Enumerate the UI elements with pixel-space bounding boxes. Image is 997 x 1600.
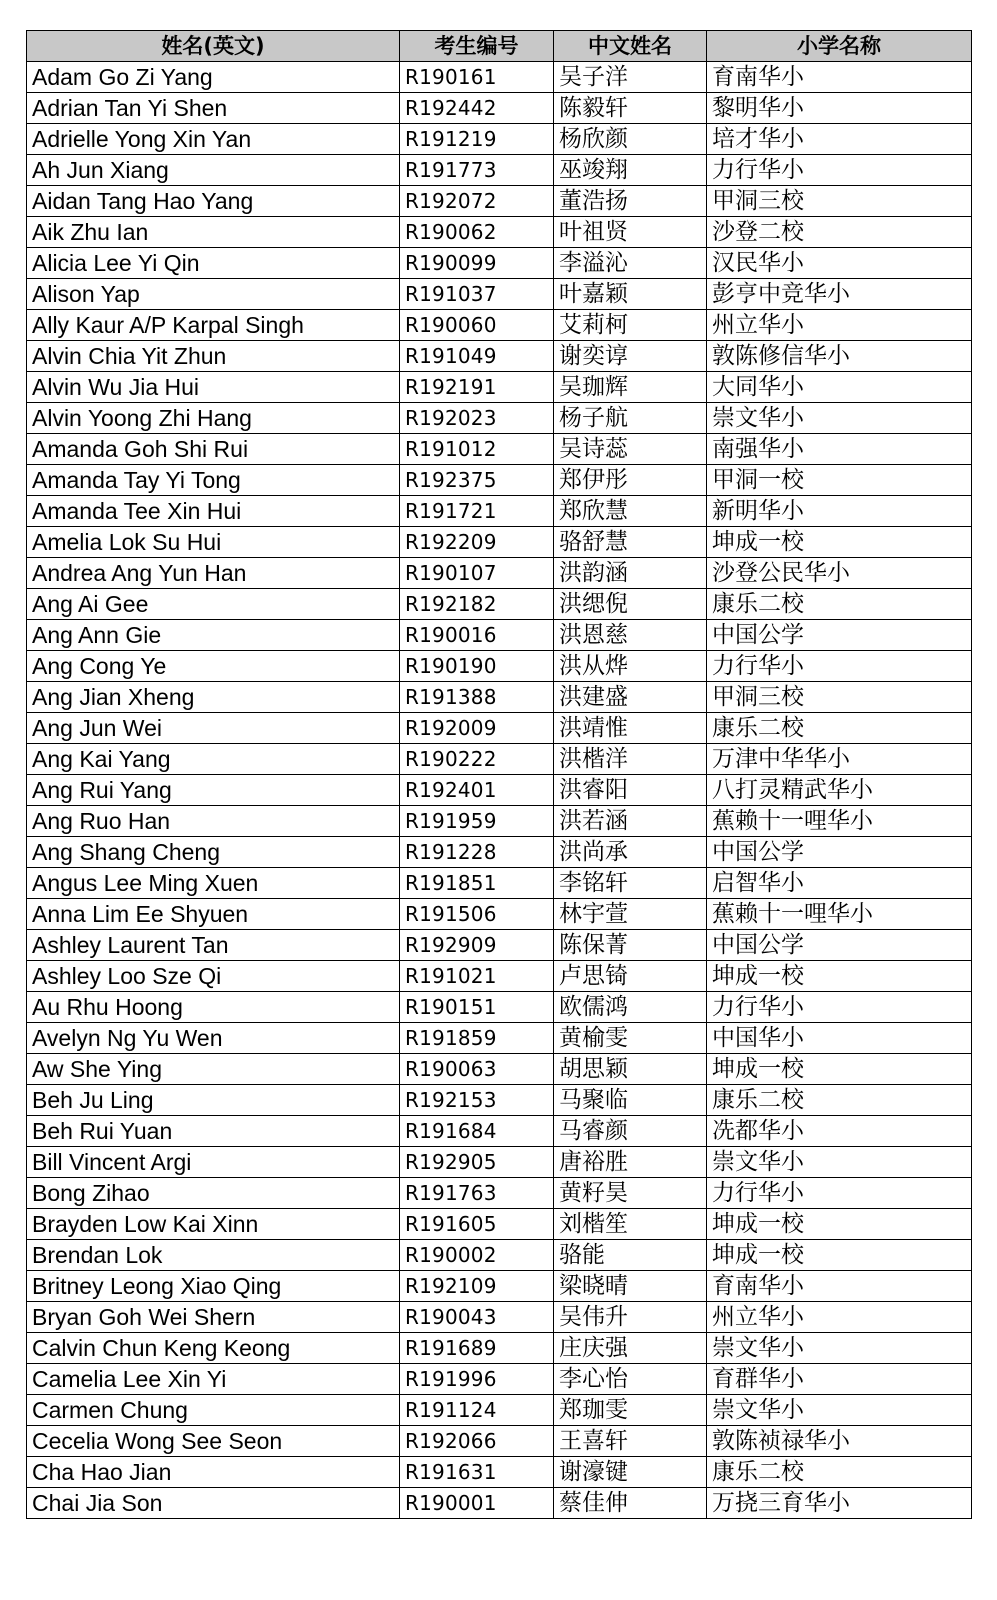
cell-english-name: Ang Shang Cheng (27, 837, 400, 868)
cell-chinese-name: 郑伊彤 (554, 465, 707, 496)
table-row (27, 1178, 972, 1209)
table-row (27, 744, 972, 775)
cell-chinese-name: 艾莉柯 (554, 310, 707, 341)
table-row (27, 155, 972, 186)
cell-primary-school: 坤成一校 (707, 961, 972, 992)
cell-primary-school: 甲洞三校 (707, 186, 972, 217)
cell-english-name: Ang Jun Wei (27, 713, 400, 744)
cell-candidate-number: R190161 (400, 62, 554, 93)
table-row (27, 1395, 972, 1426)
cell-candidate-number: R192066 (400, 1426, 554, 1457)
table-row (27, 837, 972, 868)
cell-candidate-number: R191689 (400, 1333, 554, 1364)
table-row (27, 1457, 972, 1488)
cell-english-name: Alison Yap (27, 279, 400, 310)
cell-chinese-name: 郑欣慧 (554, 496, 707, 527)
cell-chinese-name: 吴诗蕊 (554, 434, 707, 465)
table-row (27, 248, 972, 279)
cell-primary-school: 州立华小 (707, 310, 972, 341)
cell-chinese-name: 吴伟升 (554, 1302, 707, 1333)
cell-chinese-name: 王喜轩 (554, 1426, 707, 1457)
cell-english-name: Amanda Tee Xin Hui (27, 496, 400, 527)
cell-primary-school: 蕉赖十一哩华小 (707, 806, 972, 837)
cell-chinese-name: 洪楷洋 (554, 744, 707, 775)
cell-candidate-number: R191721 (400, 496, 554, 527)
cell-primary-school: 甲洞一校 (707, 465, 972, 496)
cell-english-name: Andrea Ang Yun Han (27, 558, 400, 589)
cell-english-name: Ang Jian Xheng (27, 682, 400, 713)
table-row (27, 372, 972, 403)
cell-candidate-number: R191049 (400, 341, 554, 372)
cell-english-name: Ang Cong Ye (27, 651, 400, 682)
header-chinese-name: 中文姓名 (554, 31, 707, 62)
cell-chinese-name: 杨欣颜 (554, 124, 707, 155)
cell-english-name: Camelia Lee Xin Yi (27, 1364, 400, 1395)
table-row (27, 961, 972, 992)
table-row (27, 465, 972, 496)
table-row (27, 496, 972, 527)
cell-chinese-name: 洪靖惟 (554, 713, 707, 744)
cell-english-name: Alvin Chia Yit Zhun (27, 341, 400, 372)
header-english-name: 姓名(英文) (27, 31, 400, 62)
cell-english-name: Brendan Lok (27, 1240, 400, 1271)
cell-primary-school: 康乐二校 (707, 1085, 972, 1116)
table-row (27, 868, 972, 899)
cell-primary-school: 州立华小 (707, 1302, 972, 1333)
cell-chinese-name: 李心怡 (554, 1364, 707, 1395)
cell-primary-school: 康乐二校 (707, 1457, 972, 1488)
cell-candidate-number: R191124 (400, 1395, 554, 1426)
cell-english-name: Bryan Goh Wei Shern (27, 1302, 400, 1333)
cell-candidate-number: R191851 (400, 868, 554, 899)
cell-candidate-number: R190222 (400, 744, 554, 775)
cell-english-name: Beh Rui Yuan (27, 1116, 400, 1147)
cell-primary-school: 冼都华小 (707, 1116, 972, 1147)
table-row (27, 1147, 972, 1178)
cell-english-name: Ashley Laurent Tan (27, 930, 400, 961)
cell-chinese-name: 黄榆雯 (554, 1023, 707, 1054)
cell-candidate-number: R191631 (400, 1457, 554, 1488)
cell-candidate-number: R190016 (400, 620, 554, 651)
cell-candidate-number: R191012 (400, 434, 554, 465)
cell-english-name: Adrielle Yong Xin Yan (27, 124, 400, 155)
cell-english-name: Aw She Ying (27, 1054, 400, 1085)
cell-english-name: Aik Zhu Ian (27, 217, 400, 248)
table-row (27, 589, 972, 620)
cell-english-name: Avelyn Ng Yu Wen (27, 1023, 400, 1054)
cell-chinese-name: 李溢沁 (554, 248, 707, 279)
cell-candidate-number: R191388 (400, 682, 554, 713)
table-row (27, 217, 972, 248)
cell-english-name: Adam Go Zi Yang (27, 62, 400, 93)
cell-primary-school: 育群华小 (707, 1364, 972, 1395)
cell-english-name: Chai Jia Son (27, 1488, 400, 1519)
cell-candidate-number: R191506 (400, 899, 554, 930)
cell-chinese-name: 董浩扬 (554, 186, 707, 217)
cell-primary-school: 南强华小 (707, 434, 972, 465)
table-row (27, 899, 972, 930)
cell-primary-school: 中国公学 (707, 620, 972, 651)
cell-english-name: Calvin Chun Keng Keong (27, 1333, 400, 1364)
cell-candidate-number: R191684 (400, 1116, 554, 1147)
table-row (27, 682, 972, 713)
cell-chinese-name: 马睿颜 (554, 1116, 707, 1147)
cell-english-name: Ah Jun Xiang (27, 155, 400, 186)
cell-primary-school: 崇文华小 (707, 1395, 972, 1426)
cell-candidate-number: R192209 (400, 527, 554, 558)
cell-candidate-number: R190060 (400, 310, 554, 341)
cell-primary-school: 八打灵精武华小 (707, 775, 972, 806)
cell-candidate-number: R192191 (400, 372, 554, 403)
table-header-row (27, 31, 972, 62)
cell-candidate-number: R191959 (400, 806, 554, 837)
cell-candidate-number: R192905 (400, 1147, 554, 1178)
cell-candidate-number: R192009 (400, 713, 554, 744)
cell-candidate-number: R192072 (400, 186, 554, 217)
table-row (27, 651, 972, 682)
cell-english-name: Au Rhu Hoong (27, 992, 400, 1023)
table-row (27, 620, 972, 651)
cell-chinese-name: 洪从烨 (554, 651, 707, 682)
cell-primary-school: 敦陈修信华小 (707, 341, 972, 372)
cell-chinese-name: 陈保菁 (554, 930, 707, 961)
student-table (26, 30, 972, 1519)
cell-english-name: Cecelia Wong See Seon (27, 1426, 400, 1457)
cell-primary-school: 崇文华小 (707, 1147, 972, 1178)
cell-candidate-number: R192375 (400, 465, 554, 496)
cell-chinese-name: 谢奕谆 (554, 341, 707, 372)
table-row (27, 527, 972, 558)
cell-primary-school: 蕉赖十一哩华小 (707, 899, 972, 930)
table-row (27, 1209, 972, 1240)
cell-primary-school: 沙登二校 (707, 217, 972, 248)
cell-chinese-name: 胡思颖 (554, 1054, 707, 1085)
cell-chinese-name: 李铭轩 (554, 868, 707, 899)
cell-candidate-number: R190107 (400, 558, 554, 589)
cell-primary-school: 力行华小 (707, 992, 972, 1023)
cell-chinese-name: 谢濠键 (554, 1457, 707, 1488)
cell-candidate-number: R191605 (400, 1209, 554, 1240)
cell-candidate-number: R190002 (400, 1240, 554, 1271)
cell-candidate-number: R192153 (400, 1085, 554, 1116)
cell-primary-school: 中国公学 (707, 930, 972, 961)
cell-primary-school: 黎明华小 (707, 93, 972, 124)
cell-primary-school: 力行华小 (707, 651, 972, 682)
table-row (27, 1333, 972, 1364)
cell-candidate-number: R190043 (400, 1302, 554, 1333)
table-row (27, 558, 972, 589)
table-row (27, 341, 972, 372)
cell-english-name: Brayden Low Kai Xinn (27, 1209, 400, 1240)
cell-primary-school: 万挠三育华小 (707, 1488, 972, 1519)
table-row (27, 713, 972, 744)
cell-chinese-name: 郑珈雯 (554, 1395, 707, 1426)
cell-chinese-name: 庄庆强 (554, 1333, 707, 1364)
cell-primary-school: 中国公学 (707, 837, 972, 868)
cell-chinese-name: 洪睿阳 (554, 775, 707, 806)
cell-primary-school: 育南华小 (707, 62, 972, 93)
table-row (27, 1054, 972, 1085)
cell-chinese-name: 唐裕胜 (554, 1147, 707, 1178)
cell-english-name: Anna Lim Ee Shyuen (27, 899, 400, 930)
cell-chinese-name: 洪缌倪 (554, 589, 707, 620)
table-row (27, 1488, 972, 1519)
table-row (27, 1240, 972, 1271)
table-row (27, 930, 972, 961)
cell-english-name: Beh Ju Ling (27, 1085, 400, 1116)
cell-candidate-number: R190151 (400, 992, 554, 1023)
cell-candidate-number: R190063 (400, 1054, 554, 1085)
cell-primary-school: 力行华小 (707, 155, 972, 186)
table-row (27, 1116, 972, 1147)
cell-candidate-number: R190099 (400, 248, 554, 279)
cell-primary-school: 万津中华华小 (707, 744, 972, 775)
cell-english-name: Angus Lee Ming Xuen (27, 868, 400, 899)
cell-primary-school: 坤成一校 (707, 1209, 972, 1240)
cell-english-name: Adrian Tan Yi Shen (27, 93, 400, 124)
cell-chinese-name: 吴子洋 (554, 62, 707, 93)
cell-chinese-name: 叶嘉颖 (554, 279, 707, 310)
table-row (27, 1085, 972, 1116)
cell-primary-school: 甲洞三校 (707, 682, 972, 713)
cell-english-name: Amelia Lok Su Hui (27, 527, 400, 558)
header-primary-school: 小学名称 (707, 31, 972, 62)
cell-candidate-number: R192442 (400, 93, 554, 124)
cell-candidate-number: R192109 (400, 1271, 554, 1302)
cell-primary-school: 启智华小 (707, 868, 972, 899)
cell-chinese-name: 蔡佳伸 (554, 1488, 707, 1519)
cell-primary-school: 力行华小 (707, 1178, 972, 1209)
cell-english-name: Alicia Lee Yi Qin (27, 248, 400, 279)
cell-english-name: Alvin Wu Jia Hui (27, 372, 400, 403)
cell-english-name: Bill Vincent Argi (27, 1147, 400, 1178)
cell-candidate-number: R191996 (400, 1364, 554, 1395)
cell-candidate-number: R191228 (400, 837, 554, 868)
cell-english-name: Alvin Yoong Zhi Hang (27, 403, 400, 434)
table-body (27, 62, 972, 1519)
table-row (27, 93, 972, 124)
cell-english-name: Britney Leong Xiao Qing (27, 1271, 400, 1302)
cell-chinese-name: 梁晓晴 (554, 1271, 707, 1302)
cell-english-name: Aidan Tang Hao Yang (27, 186, 400, 217)
cell-candidate-number: R191021 (400, 961, 554, 992)
cell-chinese-name: 林宇萱 (554, 899, 707, 930)
cell-english-name: Ang Ann Gie (27, 620, 400, 651)
table-row (27, 403, 972, 434)
cell-candidate-number: R191773 (400, 155, 554, 186)
cell-primary-school: 敦陈祯禄华小 (707, 1426, 972, 1457)
table-row (27, 124, 972, 155)
cell-chinese-name: 杨子航 (554, 403, 707, 434)
cell-chinese-name: 叶祖贤 (554, 217, 707, 248)
cell-english-name: Amanda Tay Yi Tong (27, 465, 400, 496)
cell-chinese-name: 卢思锜 (554, 961, 707, 992)
cell-primary-school: 坤成一校 (707, 1054, 972, 1085)
cell-candidate-number: R191763 (400, 1178, 554, 1209)
cell-primary-school: 坤成一校 (707, 527, 972, 558)
cell-primary-school: 康乐二校 (707, 589, 972, 620)
table-row (27, 992, 972, 1023)
table-row (27, 775, 972, 806)
table-row (27, 806, 972, 837)
cell-candidate-number: R191859 (400, 1023, 554, 1054)
cell-chinese-name: 陈毅轩 (554, 93, 707, 124)
table-row (27, 434, 972, 465)
table-row (27, 1364, 972, 1395)
table-row (27, 1271, 972, 1302)
cell-chinese-name: 黄籽昊 (554, 1178, 707, 1209)
cell-primary-school: 培才华小 (707, 124, 972, 155)
cell-english-name: Carmen Chung (27, 1395, 400, 1426)
cell-chinese-name: 骆能 (554, 1240, 707, 1271)
cell-candidate-number: R191219 (400, 124, 554, 155)
cell-english-name: Ang Ai Gee (27, 589, 400, 620)
cell-chinese-name: 巫竣翔 (554, 155, 707, 186)
header-candidate-number: 考生编号 (400, 31, 554, 62)
student-list-sheet (26, 30, 971, 1519)
cell-chinese-name: 马聚临 (554, 1085, 707, 1116)
cell-english-name: Ang Ruo Han (27, 806, 400, 837)
table-row (27, 1302, 972, 1333)
table-row (27, 1426, 972, 1457)
cell-primary-school: 沙登公民华小 (707, 558, 972, 589)
cell-english-name: Ang Rui Yang (27, 775, 400, 806)
cell-primary-school: 大同华小 (707, 372, 972, 403)
table-row (27, 186, 972, 217)
cell-candidate-number: R190062 (400, 217, 554, 248)
cell-chinese-name: 洪恩慈 (554, 620, 707, 651)
cell-candidate-number: R192909 (400, 930, 554, 961)
cell-primary-school: 彭亨中竞华小 (707, 279, 972, 310)
cell-english-name: Ally Kaur A/P Karpal Singh (27, 310, 400, 341)
cell-chinese-name: 骆舒慧 (554, 527, 707, 558)
cell-candidate-number: R190190 (400, 651, 554, 682)
cell-primary-school: 坤成一校 (707, 1240, 972, 1271)
cell-english-name: Ang Kai Yang (27, 744, 400, 775)
cell-english-name: Cha Hao Jian (27, 1457, 400, 1488)
cell-english-name: Ashley Loo Sze Qi (27, 961, 400, 992)
table-row (27, 1023, 972, 1054)
cell-primary-school: 中国华小 (707, 1023, 972, 1054)
cell-chinese-name: 洪若涵 (554, 806, 707, 837)
cell-primary-school: 新明华小 (707, 496, 972, 527)
cell-chinese-name: 洪尚承 (554, 837, 707, 868)
cell-candidate-number: R192023 (400, 403, 554, 434)
cell-primary-school: 汉民华小 (707, 248, 972, 279)
cell-candidate-number: R192401 (400, 775, 554, 806)
cell-chinese-name: 欧儒鸿 (554, 992, 707, 1023)
table-row (27, 62, 972, 93)
cell-chinese-name: 洪建盛 (554, 682, 707, 713)
table-row (27, 310, 972, 341)
cell-primary-school: 育南华小 (707, 1271, 972, 1302)
cell-chinese-name: 吴珈辉 (554, 372, 707, 403)
table-row (27, 279, 972, 310)
cell-english-name: Amanda Goh Shi Rui (27, 434, 400, 465)
cell-english-name: Bong Zihao (27, 1178, 400, 1209)
cell-primary-school: 康乐二校 (707, 713, 972, 744)
cell-chinese-name: 刘楷笙 (554, 1209, 707, 1240)
cell-candidate-number: R192182 (400, 589, 554, 620)
cell-primary-school: 崇文华小 (707, 403, 972, 434)
cell-candidate-number: R190001 (400, 1488, 554, 1519)
cell-primary-school: 崇文华小 (707, 1333, 972, 1364)
cell-candidate-number: R191037 (400, 279, 554, 310)
cell-chinese-name: 洪韵涵 (554, 558, 707, 589)
